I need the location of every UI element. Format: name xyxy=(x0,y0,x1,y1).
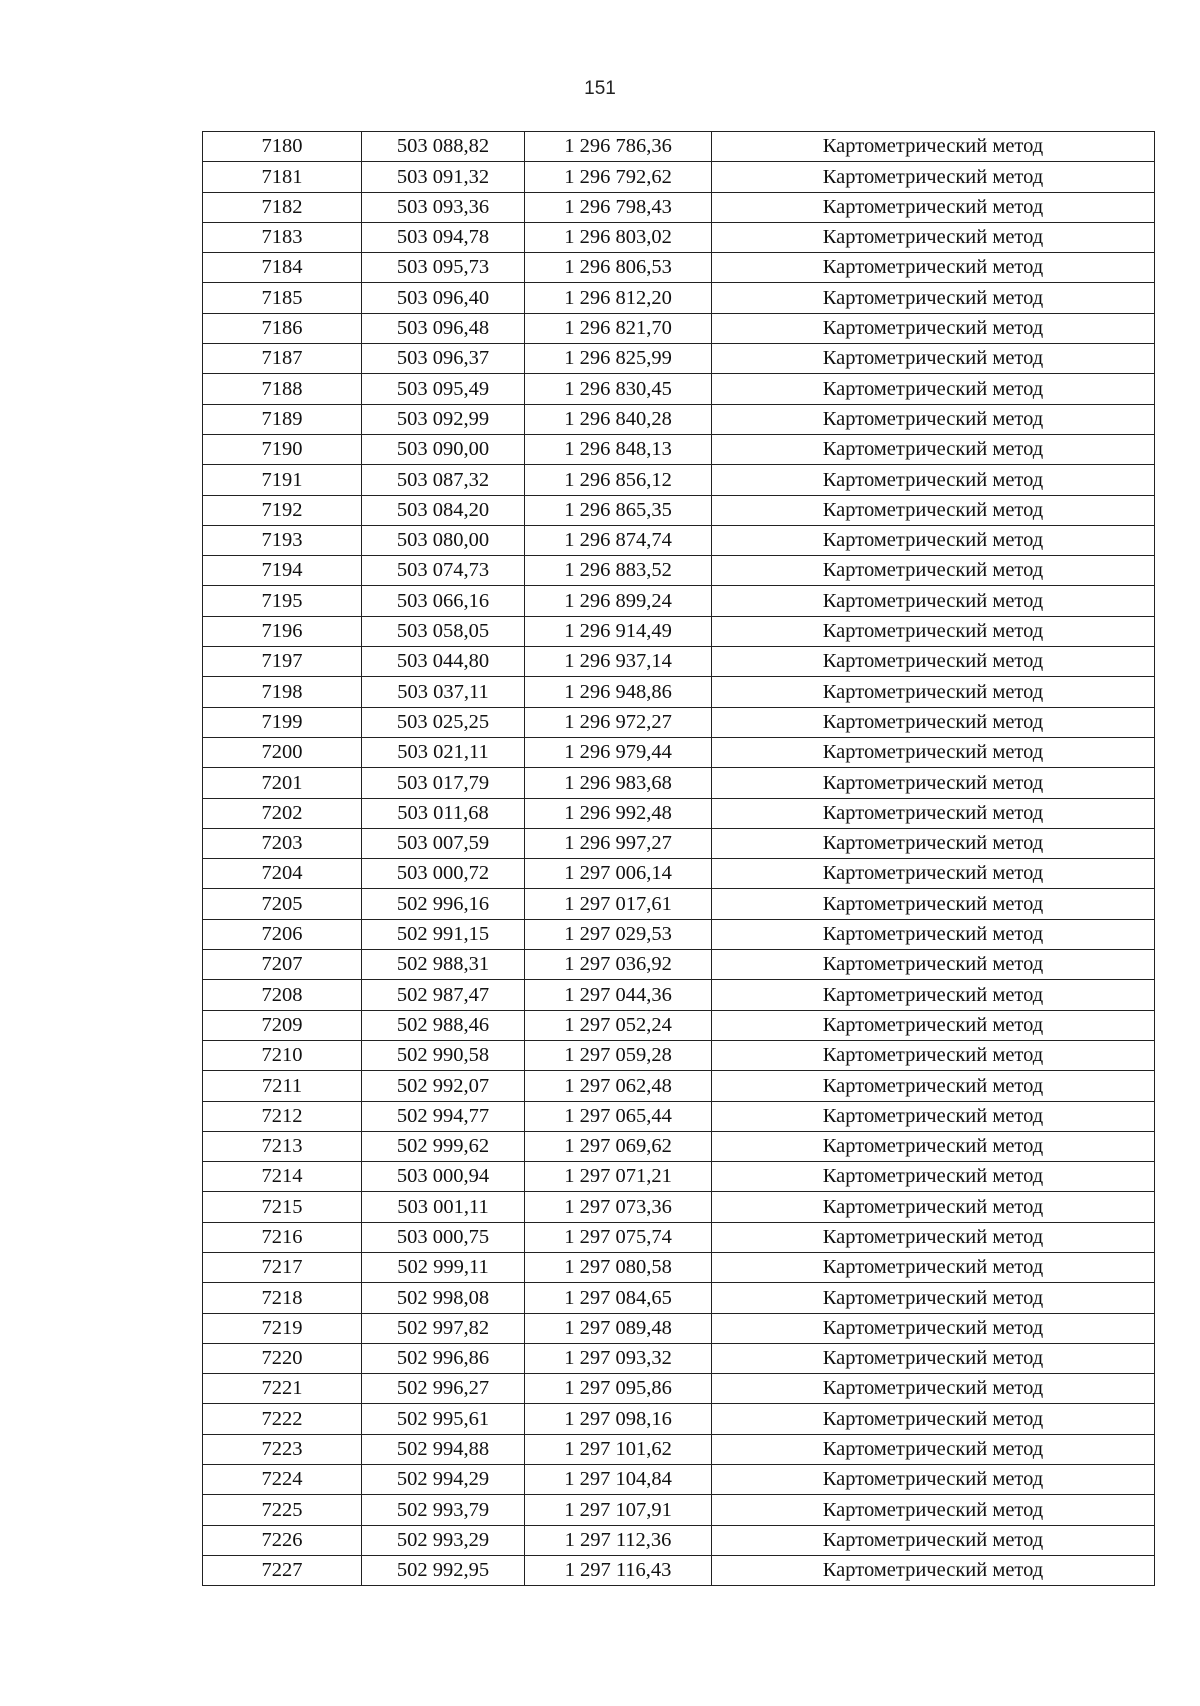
table-row xyxy=(203,1495,1155,1525)
table-row xyxy=(203,768,1155,798)
y-coordinate-cell: 1 297 112,36 xyxy=(525,1525,712,1555)
point-number-cell: 7185 xyxy=(203,283,362,313)
method-cell: Картометрический метод xyxy=(712,1071,1155,1101)
table-row xyxy=(203,889,1155,919)
y-coordinate-cell: 1 296 840,28 xyxy=(525,404,712,434)
point-number-cell: 7197 xyxy=(203,647,362,677)
table-row xyxy=(203,1131,1155,1161)
table-row xyxy=(203,556,1155,586)
x-coordinate-cell: 502 997,82 xyxy=(362,1313,525,1343)
table-row xyxy=(203,1010,1155,1040)
point-number-cell: 7223 xyxy=(203,1434,362,1464)
point-number-cell: 7215 xyxy=(203,1192,362,1222)
y-coordinate-cell: 1 297 069,62 xyxy=(525,1131,712,1161)
x-coordinate-cell: 503 087,32 xyxy=(362,465,525,495)
y-coordinate-cell: 1 296 830,45 xyxy=(525,374,712,404)
y-coordinate-cell: 1 296 948,86 xyxy=(525,677,712,707)
point-number-cell: 7188 xyxy=(203,374,362,404)
x-coordinate-cell: 503 066,16 xyxy=(362,586,525,616)
table-row xyxy=(203,404,1155,434)
x-coordinate-cell: 502 994,29 xyxy=(362,1465,525,1495)
method-cell: Картометрический метод xyxy=(712,313,1155,343)
y-coordinate-cell: 1 296 821,70 xyxy=(525,313,712,343)
y-coordinate-cell: 1 297 095,86 xyxy=(525,1374,712,1404)
method-cell: Картометрический метод xyxy=(712,1313,1155,1343)
table-row xyxy=(203,162,1155,192)
point-number-cell: 7202 xyxy=(203,798,362,828)
table-row xyxy=(203,525,1155,555)
y-coordinate-cell: 1 297 080,58 xyxy=(525,1252,712,1282)
table-row xyxy=(203,677,1155,707)
point-number-cell: 7204 xyxy=(203,859,362,889)
point-number-cell: 7191 xyxy=(203,465,362,495)
table-row xyxy=(203,1040,1155,1070)
y-coordinate-cell: 1 297 075,74 xyxy=(525,1222,712,1252)
page-number: 151 xyxy=(584,78,616,99)
method-cell: Картометрический метод xyxy=(712,374,1155,404)
table-row xyxy=(203,1374,1155,1404)
y-coordinate-cell: 1 297 029,53 xyxy=(525,919,712,949)
method-cell: Картометрический метод xyxy=(712,1434,1155,1464)
point-number-cell: 7213 xyxy=(203,1131,362,1161)
method-cell: Картометрический метод xyxy=(712,1252,1155,1282)
point-number-cell: 7209 xyxy=(203,1010,362,1040)
table-row xyxy=(203,253,1155,283)
y-coordinate-cell: 1 296 865,35 xyxy=(525,495,712,525)
point-number-cell: 7214 xyxy=(203,1162,362,1192)
x-coordinate-cell: 503 094,78 xyxy=(362,222,525,252)
x-coordinate-cell: 502 992,95 xyxy=(362,1555,525,1585)
x-coordinate-cell: 502 996,27 xyxy=(362,1374,525,1404)
table-row xyxy=(203,737,1155,767)
x-coordinate-cell: 502 991,15 xyxy=(362,919,525,949)
point-number-cell: 7194 xyxy=(203,556,362,586)
point-number-cell: 7192 xyxy=(203,495,362,525)
x-coordinate-cell: 502 998,08 xyxy=(362,1283,525,1313)
x-coordinate-cell: 503 021,11 xyxy=(362,737,525,767)
y-coordinate-cell: 1 296 803,02 xyxy=(525,222,712,252)
point-number-cell: 7203 xyxy=(203,828,362,858)
y-coordinate-cell: 1 297 044,36 xyxy=(525,980,712,1010)
point-number-cell: 7216 xyxy=(203,1222,362,1252)
x-coordinate-cell: 502 988,46 xyxy=(362,1010,525,1040)
x-coordinate-cell: 502 996,16 xyxy=(362,889,525,919)
x-coordinate-cell: 503 044,80 xyxy=(362,647,525,677)
x-coordinate-cell: 503 096,37 xyxy=(362,344,525,374)
method-cell: Картометрический метод xyxy=(712,707,1155,737)
table-row xyxy=(203,828,1155,858)
point-number-cell: 7217 xyxy=(203,1252,362,1282)
y-coordinate-cell: 1 297 116,43 xyxy=(525,1555,712,1585)
y-coordinate-cell: 1 297 104,84 xyxy=(525,1465,712,1495)
x-coordinate-cell: 503 000,75 xyxy=(362,1222,525,1252)
point-number-cell: 7220 xyxy=(203,1343,362,1373)
table-row xyxy=(203,192,1155,222)
method-cell: Картометрический метод xyxy=(712,253,1155,283)
y-coordinate-cell: 1 296 979,44 xyxy=(525,737,712,767)
table-row xyxy=(203,374,1155,404)
x-coordinate-cell: 503 000,94 xyxy=(362,1162,525,1192)
method-cell: Картометрический метод xyxy=(712,556,1155,586)
y-coordinate-cell: 1 296 972,27 xyxy=(525,707,712,737)
table-row xyxy=(203,1071,1155,1101)
y-coordinate-cell: 1 297 062,48 xyxy=(525,1071,712,1101)
x-coordinate-cell: 503 096,40 xyxy=(362,283,525,313)
x-coordinate-cell: 503 017,79 xyxy=(362,768,525,798)
method-cell: Картометрический метод xyxy=(712,768,1155,798)
coordinates-table xyxy=(202,131,1155,1586)
method-cell: Картометрический метод xyxy=(712,344,1155,374)
x-coordinate-cell: 503 025,25 xyxy=(362,707,525,737)
method-cell: Картометрический метод xyxy=(712,1495,1155,1525)
y-coordinate-cell: 1 296 992,48 xyxy=(525,798,712,828)
x-coordinate-cell: 503 088,82 xyxy=(362,132,525,162)
table-row xyxy=(203,313,1155,343)
y-coordinate-cell: 1 297 052,24 xyxy=(525,1010,712,1040)
method-cell: Картометрический метод xyxy=(712,1162,1155,1192)
y-coordinate-cell: 1 296 983,68 xyxy=(525,768,712,798)
x-coordinate-cell: 503 092,99 xyxy=(362,404,525,434)
table-row xyxy=(203,950,1155,980)
y-coordinate-cell: 1 297 084,65 xyxy=(525,1283,712,1313)
point-number-cell: 7226 xyxy=(203,1525,362,1555)
table-row xyxy=(203,344,1155,374)
point-number-cell: 7212 xyxy=(203,1101,362,1131)
table-body xyxy=(203,132,1155,1586)
point-number-cell: 7190 xyxy=(203,434,362,464)
table-row xyxy=(203,1162,1155,1192)
point-number-cell: 7196 xyxy=(203,616,362,646)
table-row xyxy=(203,1101,1155,1131)
y-coordinate-cell: 1 297 071,21 xyxy=(525,1162,712,1192)
method-cell: Картометрический метод xyxy=(712,1010,1155,1040)
x-coordinate-cell: 502 988,31 xyxy=(362,950,525,980)
method-cell: Картометрический метод xyxy=(712,677,1155,707)
method-cell: Картометрический метод xyxy=(712,586,1155,616)
table-row xyxy=(203,1434,1155,1464)
y-coordinate-cell: 1 297 098,16 xyxy=(525,1404,712,1434)
x-coordinate-cell: 502 999,11 xyxy=(362,1252,525,1282)
method-cell: Картометрический метод xyxy=(712,828,1155,858)
table-row xyxy=(203,1465,1155,1495)
method-cell: Картометрический метод xyxy=(712,465,1155,495)
point-number-cell: 7221 xyxy=(203,1374,362,1404)
y-coordinate-cell: 1 296 792,62 xyxy=(525,162,712,192)
table-row xyxy=(203,647,1155,677)
table-row xyxy=(203,465,1155,495)
method-cell: Картометрический метод xyxy=(712,1404,1155,1434)
y-coordinate-cell: 1 296 899,24 xyxy=(525,586,712,616)
x-coordinate-cell: 502 993,29 xyxy=(362,1525,525,1555)
method-cell: Картометрический метод xyxy=(712,737,1155,767)
method-cell: Картометрический метод xyxy=(712,1525,1155,1555)
x-coordinate-cell: 503 091,32 xyxy=(362,162,525,192)
y-coordinate-cell: 1 297 107,91 xyxy=(525,1495,712,1525)
y-coordinate-cell: 1 296 997,27 xyxy=(525,828,712,858)
method-cell: Картометрический метод xyxy=(712,798,1155,828)
y-coordinate-cell: 1 297 073,36 xyxy=(525,1192,712,1222)
table-row xyxy=(203,707,1155,737)
x-coordinate-cell: 502 990,58 xyxy=(362,1040,525,1070)
y-coordinate-cell: 1 296 786,36 xyxy=(525,132,712,162)
table-row xyxy=(203,283,1155,313)
y-coordinate-cell: 1 296 937,14 xyxy=(525,647,712,677)
x-coordinate-cell: 503 011,68 xyxy=(362,798,525,828)
y-coordinate-cell: 1 296 848,13 xyxy=(525,434,712,464)
x-coordinate-cell: 503 090,00 xyxy=(362,434,525,464)
x-coordinate-cell: 503 084,20 xyxy=(362,495,525,525)
point-number-cell: 7206 xyxy=(203,919,362,949)
x-coordinate-cell: 502 999,62 xyxy=(362,1131,525,1161)
point-number-cell: 7208 xyxy=(203,980,362,1010)
method-cell: Картометрический метод xyxy=(712,919,1155,949)
x-coordinate-cell: 502 995,61 xyxy=(362,1404,525,1434)
point-number-cell: 7227 xyxy=(203,1555,362,1585)
method-cell: Картометрический метод xyxy=(712,980,1155,1010)
point-number-cell: 7199 xyxy=(203,707,362,737)
method-cell: Картометрический метод xyxy=(712,1222,1155,1252)
y-coordinate-cell: 1 296 883,52 xyxy=(525,556,712,586)
y-coordinate-cell: 1 296 825,99 xyxy=(525,344,712,374)
table-row xyxy=(203,1252,1155,1282)
method-cell: Картометрический метод xyxy=(712,434,1155,464)
table-row xyxy=(203,1555,1155,1585)
table-row xyxy=(203,495,1155,525)
y-coordinate-cell: 1 296 914,49 xyxy=(525,616,712,646)
table-row xyxy=(203,1404,1155,1434)
point-number-cell: 7218 xyxy=(203,1283,362,1313)
method-cell: Картометрический метод xyxy=(712,1465,1155,1495)
x-coordinate-cell: 503 001,11 xyxy=(362,1192,525,1222)
method-cell: Картометрический метод xyxy=(712,1101,1155,1131)
point-number-cell: 7201 xyxy=(203,768,362,798)
method-cell: Картометрический метод xyxy=(712,1040,1155,1070)
point-number-cell: 7187 xyxy=(203,344,362,374)
method-cell: Картометрический метод xyxy=(712,283,1155,313)
point-number-cell: 7181 xyxy=(203,162,362,192)
y-coordinate-cell: 1 296 798,43 xyxy=(525,192,712,222)
y-coordinate-cell: 1 297 065,44 xyxy=(525,1101,712,1131)
x-coordinate-cell: 503 095,73 xyxy=(362,253,525,283)
x-coordinate-cell: 503 037,11 xyxy=(362,677,525,707)
table-row xyxy=(203,859,1155,889)
table-row xyxy=(203,919,1155,949)
y-coordinate-cell: 1 297 059,28 xyxy=(525,1040,712,1070)
table-row xyxy=(203,1313,1155,1343)
method-cell: Картометрический метод xyxy=(712,889,1155,919)
x-coordinate-cell: 502 993,79 xyxy=(362,1495,525,1525)
table-row xyxy=(203,1222,1155,1252)
table-row xyxy=(203,980,1155,1010)
y-coordinate-cell: 1 296 874,74 xyxy=(525,525,712,555)
table-row xyxy=(203,616,1155,646)
x-coordinate-cell: 503 093,36 xyxy=(362,192,525,222)
method-cell: Картометрический метод xyxy=(712,1555,1155,1585)
table-row xyxy=(203,798,1155,828)
method-cell: Картометрический метод xyxy=(712,647,1155,677)
table-row xyxy=(203,132,1155,162)
method-cell: Картометрический метод xyxy=(712,525,1155,555)
point-number-cell: 7205 xyxy=(203,889,362,919)
table-row xyxy=(203,1525,1155,1555)
x-coordinate-cell: 503 096,48 xyxy=(362,313,525,343)
table-row xyxy=(203,586,1155,616)
x-coordinate-cell: 502 992,07 xyxy=(362,1071,525,1101)
method-cell: Картометрический метод xyxy=(712,192,1155,222)
method-cell: Картометрический метод xyxy=(712,1374,1155,1404)
point-number-cell: 7184 xyxy=(203,253,362,283)
point-number-cell: 7211 xyxy=(203,1071,362,1101)
x-coordinate-cell: 503 000,72 xyxy=(362,859,525,889)
point-number-cell: 7200 xyxy=(203,737,362,767)
point-number-cell: 7210 xyxy=(203,1040,362,1070)
x-coordinate-cell: 502 994,88 xyxy=(362,1434,525,1464)
method-cell: Картометрический метод xyxy=(712,950,1155,980)
x-coordinate-cell: 503 080,00 xyxy=(362,525,525,555)
y-coordinate-cell: 1 296 806,53 xyxy=(525,253,712,283)
table-row xyxy=(203,1192,1155,1222)
method-cell: Картометрический метод xyxy=(712,222,1155,252)
point-number-cell: 7207 xyxy=(203,950,362,980)
point-number-cell: 7189 xyxy=(203,404,362,434)
point-number-cell: 7224 xyxy=(203,1465,362,1495)
x-coordinate-cell: 503 007,59 xyxy=(362,828,525,858)
point-number-cell: 7198 xyxy=(203,677,362,707)
point-number-cell: 7186 xyxy=(203,313,362,343)
method-cell: Картометрический метод xyxy=(712,1131,1155,1161)
x-coordinate-cell: 503 095,49 xyxy=(362,374,525,404)
y-coordinate-cell: 1 296 812,20 xyxy=(525,283,712,313)
y-coordinate-cell: 1 297 017,61 xyxy=(525,889,712,919)
point-number-cell: 7182 xyxy=(203,192,362,222)
y-coordinate-cell: 1 297 101,62 xyxy=(525,1434,712,1464)
y-coordinate-cell: 1 296 856,12 xyxy=(525,465,712,495)
y-coordinate-cell: 1 297 036,92 xyxy=(525,950,712,980)
method-cell: Картометрический метод xyxy=(712,1283,1155,1313)
method-cell: Картометрический метод xyxy=(712,1192,1155,1222)
point-number-cell: 7183 xyxy=(203,222,362,252)
method-cell: Картометрический метод xyxy=(712,495,1155,525)
point-number-cell: 7195 xyxy=(203,586,362,616)
point-number-cell: 7193 xyxy=(203,525,362,555)
x-coordinate-cell: 502 996,86 xyxy=(362,1343,525,1373)
table-row xyxy=(203,222,1155,252)
point-number-cell: 7180 xyxy=(203,132,362,162)
point-number-cell: 7222 xyxy=(203,1404,362,1434)
method-cell: Картометрический метод xyxy=(712,132,1155,162)
x-coordinate-cell: 503 058,05 xyxy=(362,616,525,646)
y-coordinate-cell: 1 297 006,14 xyxy=(525,859,712,889)
method-cell: Картометрический метод xyxy=(712,616,1155,646)
x-coordinate-cell: 503 074,73 xyxy=(362,556,525,586)
method-cell: Картометрический метод xyxy=(712,1343,1155,1373)
method-cell: Картометрический метод xyxy=(712,859,1155,889)
y-coordinate-cell: 1 297 093,32 xyxy=(525,1343,712,1373)
method-cell: Картометрический метод xyxy=(712,404,1155,434)
x-coordinate-cell: 502 987,47 xyxy=(362,980,525,1010)
y-coordinate-cell: 1 297 089,48 xyxy=(525,1313,712,1343)
point-number-cell: 7225 xyxy=(203,1495,362,1525)
table-row xyxy=(203,1343,1155,1373)
x-coordinate-cell: 502 994,77 xyxy=(362,1101,525,1131)
method-cell: Картометрический метод xyxy=(712,162,1155,192)
table-row xyxy=(203,434,1155,464)
table-row xyxy=(203,1283,1155,1313)
point-number-cell: 7219 xyxy=(203,1313,362,1343)
